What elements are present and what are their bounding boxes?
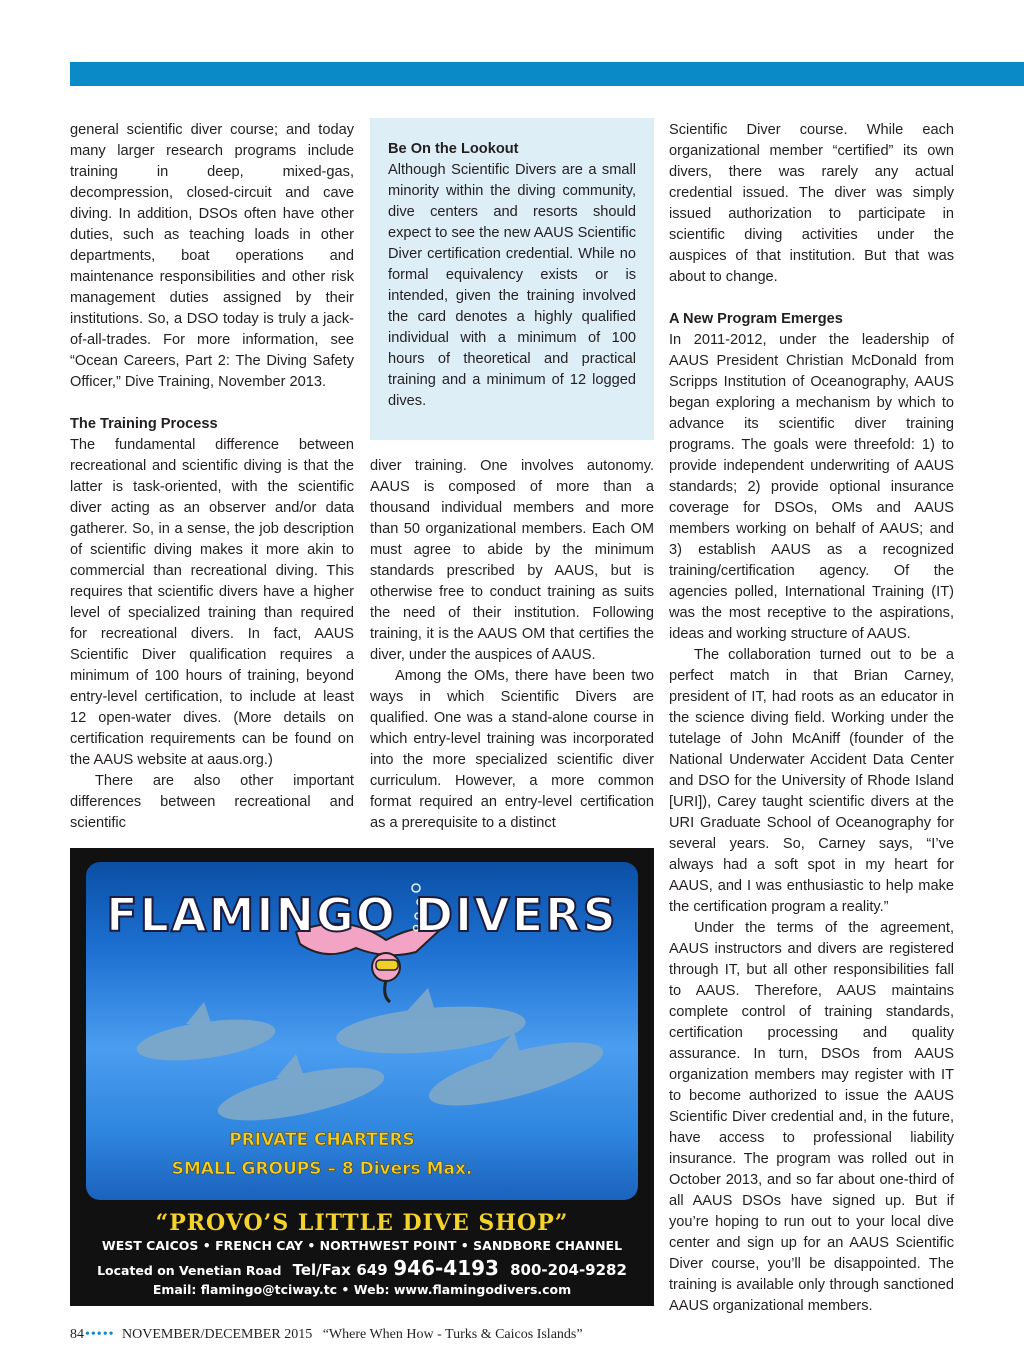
- ad-charters-line: PRIVATE CHARTERS: [229, 1130, 415, 1150]
- section-heading: The Training Process: [70, 416, 218, 432]
- ad-tollfree: 800-204-9282: [510, 1261, 627, 1279]
- ad-locations: WEST CAICOS • FRENCH CAY • NORTHWEST POINT • SANDBORE CHANNEL: [101, 1238, 623, 1253]
- paragraph: Among the OMs, there have been two ways in which Scientific Divers are qualified. One was a stand-alone course in which entry-level training was incorporated into the more specialized scientific diver curriculum. However, a more common format required an entry-level certification as a prerequisite to a distinct: [370, 668, 654, 831]
- sidebar-heading: Be On the Lookout: [388, 141, 519, 157]
- paragraph: general scientific diver course; and today many larger research programs include training in deep, mixed-gas, decompression, closed-circuit and cave diving. In addition, DSOs often have other duties, such as teaching loads in other departments, boat operations and maintenance responsibilities and other risk management duties assigned by their institutions. So, a DSO today is truly a jack-of-all-trades. For more information, see “Ocean Careers, Part 2: The Diving Safety Officer,” Dive Training, November 2013.: [70, 122, 354, 390]
- ad-brand-logo: FLAMINGO DIVERS: [106, 888, 618, 942]
- page-number: 84: [70, 1327, 84, 1342]
- paragraph: Under the terms of the agreement, AAUS instructors and divers are registered through IT, but all other responsibilities fall to AAUS. Therefore, AAUS maintains complete control of training standards, certification processing and quality assurance. In turn, DSOs from AAUS organization members may register with IT to become authorized to issue the AAUS Scientific Diver credential and, in the future, have access to professional liability insurance. The program was rolled out in October 2013, and so far about one-third of all AAUS DSOs have signed up. But if you’re hoping to run out to your local dive center and sign up for an AAUS Scientific Diver course, you’ll be disappointed. The training is available only through sanctioned AAUS organizational members.: [669, 920, 954, 1314]
- ad-tel-label: Tel/Fax: [292, 1261, 351, 1279]
- ad-photo: [86, 862, 638, 1200]
- advertisement: [70, 848, 654, 1306]
- page-footer: [70, 1327, 583, 1343]
- section-heading: A New Program Emerges: [669, 311, 843, 327]
- ad-tel-prefix: 649: [356, 1261, 388, 1279]
- dolphin-fin: [276, 1054, 306, 1082]
- sidebar-text: Although Scientific Divers are a small minority within the diving community, dive centers and resorts should expect to see the new AAUS Scientific Diver certification credential. While no formal equivalency exists or is intended, given the training involved the card denotes a highly qualified individual with a minimum of 100 hours of theoretical and practical training and a minimum of 12 logged dives.: [388, 162, 636, 409]
- article-column-1: [70, 120, 354, 834]
- sidebar-box: [370, 118, 654, 440]
- footer-dots: •••••: [85, 1327, 115, 1342]
- ad-address: Located on Venetian Road: [97, 1263, 282, 1278]
- dolphin-shape: [214, 1057, 389, 1131]
- paragraph: Scientific Diver course. While each organizational member “certified” its own divers, there was rarely any actual credential issued. The diver was simply issued authorization to participate in scientific diving activities under the auspices of that institution. But that was about to change.: [669, 122, 954, 285]
- ad-slogan: “PROVO’S LITTLE DIVE SHOP”: [155, 1210, 569, 1236]
- dolphin-fin: [186, 1002, 212, 1026]
- paragraph: In 2011-2012, under the leadership of AAUS President Christian McDonald from Scripps Institution of Oceanography, AAUS began exploring a mechanism by which to advance its scientific diver training programs. The goals were threefold: 1) to provide independent underwriting of AAUS standards; 2) provide optional insurance coverage for DSOs, OMs and AAUS members working on behalf of AAUS; and 3) establish AAUS as a recognized training/certification agency. Of the agencies polled, International Training (IT) was the most receptive to the aspirations, ideas and working structure of AAUS.: [669, 332, 954, 642]
- paragraph: The collaboration turned out to be a perfect match in that Brian Carney, president of IT, had roots as an educator in the science diving field. Working under the tutelage of John McAniff (founder of the National Underwater Accident Data Center and DSO for the University of Rhode Island [URI]), Carey taught scientific divers at the URI Graduate School of Oceanography for several years. So, Carney says, “I’ve always had a soft spot in my heart for AAUS, and I was enthusiastic to help make the certification program a reality.”: [669, 647, 954, 915]
- paragraph: diver training. One involves autonomy. AAUS is composed of more than a thousand individual members and more than 50 organizational members. Each OM must agree to abide by the minimum standards prescribed by AAUS, but is otherwise free to conduct training as suits the need of their institution. Following training, it is the AAUS OM that certifies the diver, under the auspices of AAUS.: [370, 458, 654, 663]
- issue-date: NOVEMBER/DECEMBER 2015: [122, 1327, 313, 1342]
- paragraph: The fundamental difference between recreational and scientific diving is that the latter is task-oriented, with the scientific diver acting as an observer and/or data gatherer. So, in a sense, the job description of scientific diving makes it more akin to commercial than recreational diving. This requires that scientific divers have a higher level of specialized training than required for recreational divers. In fact, AAUS Scientific Diver qualification requires a minimum of 100 hours of training, beyond entry-level certification, to include at least 12 open-water dives. (More details on certification requirements can be found on the AAUS website at aaus.org.): [70, 437, 354, 768]
- paragraph: There are also other important differences between recreational and scientific: [70, 773, 354, 831]
- publication-title: “Where When How - Turks & Caicos Islands”: [322, 1327, 583, 1342]
- dolphin-fin: [406, 988, 436, 1014]
- article-column-2: [370, 456, 654, 834]
- ad-group-size-line: SMALL GROUPS – 8 Divers Max.: [171, 1159, 473, 1179]
- ad-tel-number: 946-4193: [393, 1256, 499, 1280]
- ad-contact-line: [70, 1256, 654, 1280]
- ad-email-web: Email: flamingo@tciway.tc • Web: www.flamingodivers.com: [152, 1282, 572, 1297]
- article-column-3: [669, 120, 954, 1317]
- header-color-bar: [70, 62, 1024, 86]
